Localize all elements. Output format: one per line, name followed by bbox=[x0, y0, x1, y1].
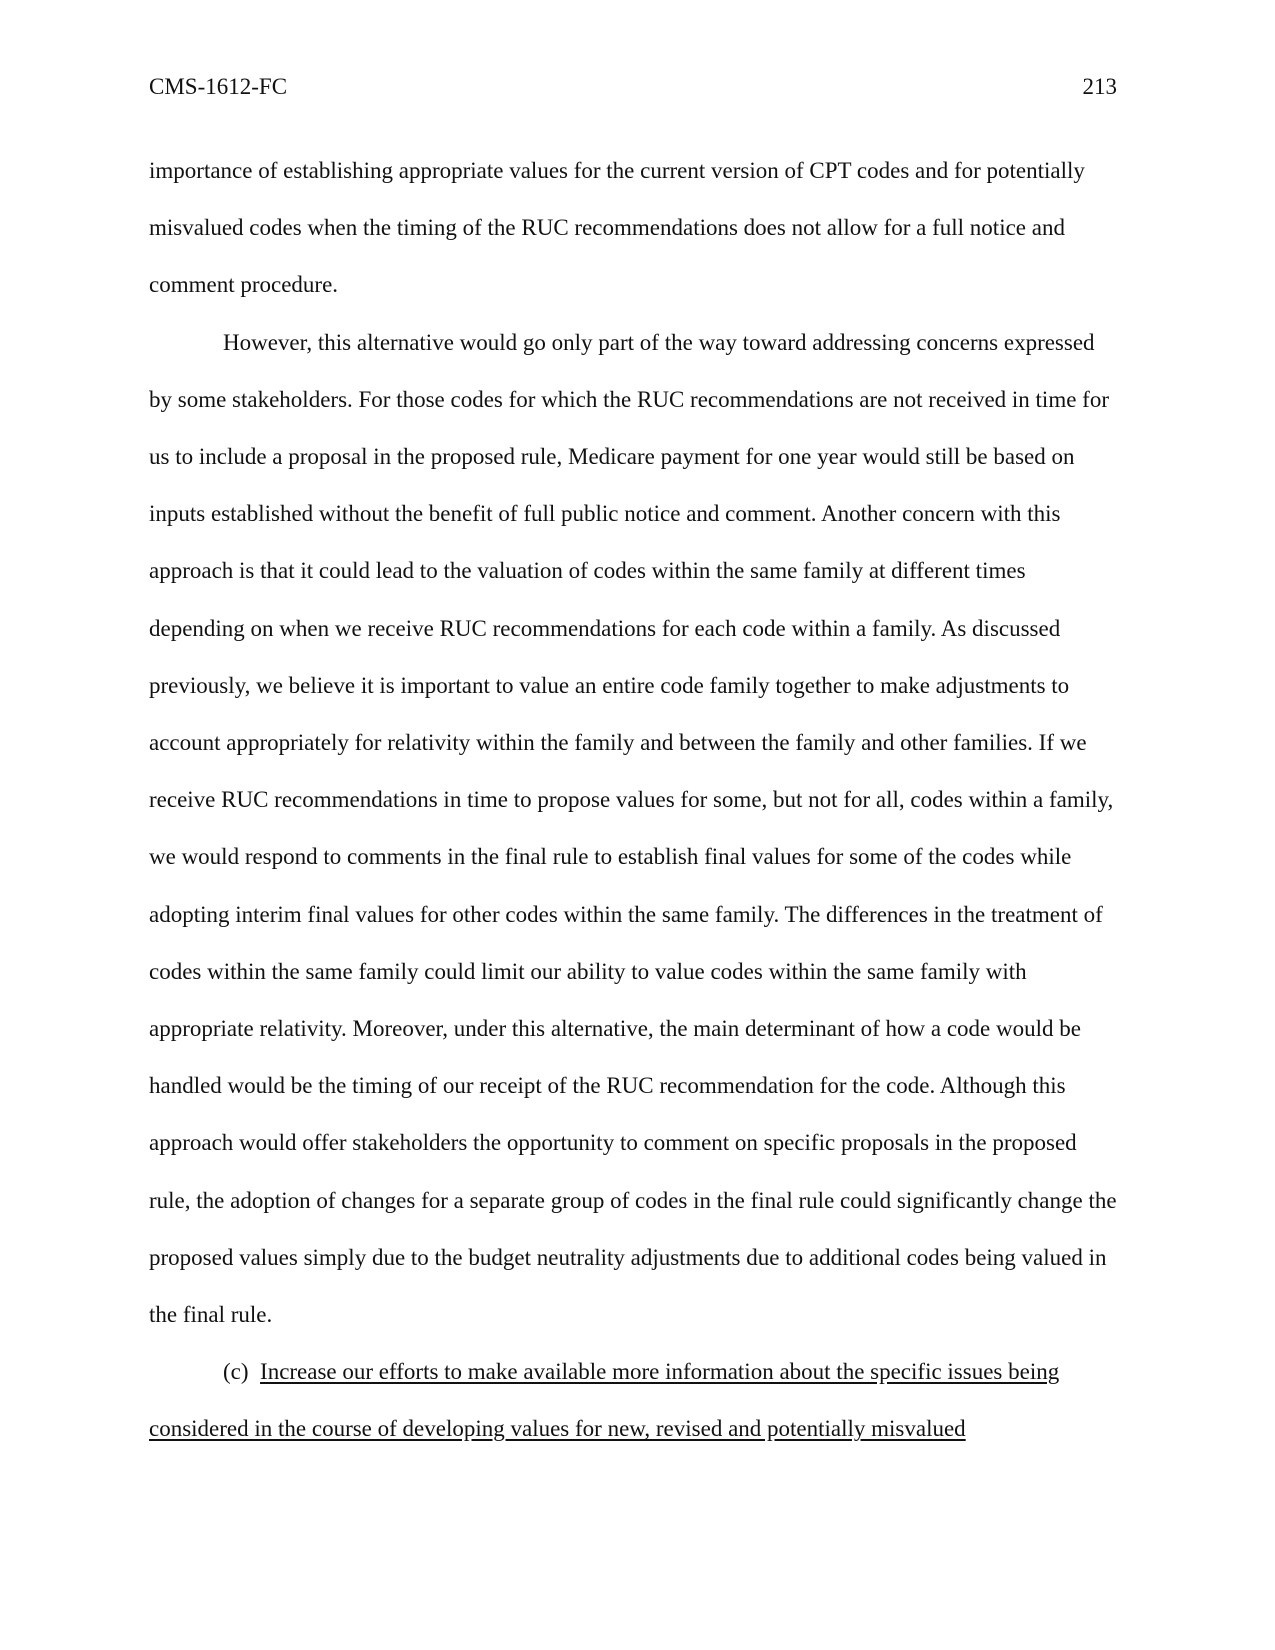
paragraph-continuation: importance of establishing appropriate values for the current version of CPT codes and for potentially misvalued codes when the timing of the RUC recommendations does not allow for a full notice and comment procedure. bbox=[149, 158, 1085, 298]
section-heading: Increase our efforts to make available more information about the specific issues being considered in the course of developing values for new, revised and potentially misvalued bbox=[149, 1359, 1060, 1442]
paragraph-section-c bbox=[149, 1343, 1117, 1457]
paragraph-alternative-concerns: However, this alternative would go only part of the way toward addressing concerns expressed by some stakeholders. For those codes for which the RUC recommendations are not received in time for us to include a proposal in the proposed rule, Medicare payment for one year would still be based on inputs established without the benefit of full public notice and comment. Another concern with this approach is that it could lead to the valuation of codes within the same family at different times depending on when we receive RUC recommendations for each code within a family. As discussed previously, we believe it is important to value an entire code family together to make adjustments to account appropriately for relativity within the family and between the family and other families. If we receive RUC recommendations in time to propose values for some, but not for all, codes within a family, we would respond to comments in the final rule to establish final values for some of the codes while adopting interim final values for other codes within the same family. The differences in the treatment of codes within the same family could limit our ability to value codes within the same family with appropriate relativity. Moreover, under this alternative, the main determinant of how a code would be handled would be the timing of our receipt of the RUC recommendation for the code. Although this approach would offer stakeholders the opportunity to comment on specific proposals in the proposed rule, the adoption of changes for a separate group of codes in the final rule could significantly change the proposed values simply due to the budget neutrality adjustments due to additional codes being valued in the final rule. bbox=[149, 329, 1117, 1328]
page-number: 213 bbox=[1082, 74, 1117, 99]
section-label: (c) bbox=[223, 1359, 249, 1385]
document-body bbox=[149, 142, 1117, 1458]
page-header bbox=[149, 70, 1117, 104]
document-id: CMS-1612-FC bbox=[149, 74, 288, 99]
